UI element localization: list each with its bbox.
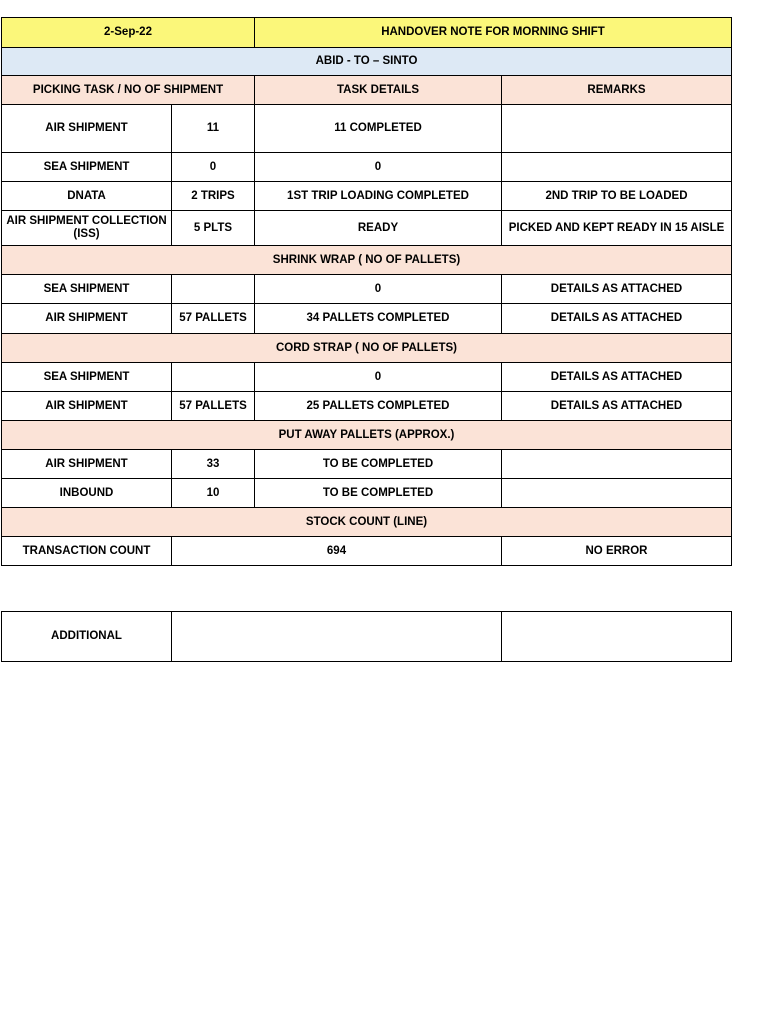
task-cell: SEA SHIPMENT (2, 363, 172, 392)
details-cell: 0 (255, 363, 502, 392)
count-value: 694 (172, 537, 502, 566)
remarks-cell: PICKED AND KEPT READY IN 15 AISLE (502, 211, 732, 246)
route-label: ABID - TO – SINTO (2, 48, 732, 76)
remarks-cell: DETAILS AS ATTACHED (502, 304, 732, 334)
section-header-row (2, 421, 732, 450)
task-cell: TRANSACTION COUNT (2, 537, 172, 566)
section-header-row (2, 246, 732, 275)
table-row (2, 392, 732, 421)
date-cell: 2-Sep-22 (2, 18, 255, 48)
qty-cell: 57 PALLETS (172, 304, 255, 334)
additional-value (172, 612, 502, 662)
qty-cell: 57 PALLETS (172, 392, 255, 421)
task-cell: AIR SHIPMENT (2, 392, 172, 421)
column-header-row (2, 76, 732, 105)
qty-cell: 0 (172, 153, 255, 182)
table-row (2, 105, 732, 153)
task-cell: DNATA (2, 182, 172, 211)
details-cell: TO BE COMPLETED (255, 450, 502, 479)
remarks-cell: NO ERROR (502, 537, 732, 566)
details-cell: 11 COMPLETED (255, 105, 502, 153)
task-cell: AIR SHIPMENT COLLECTION (ISS) (2, 211, 172, 246)
qty-cell: 2 TRIPS (172, 182, 255, 211)
table-row (2, 537, 732, 566)
section-header-row (2, 334, 732, 363)
table-row (2, 182, 732, 211)
task-cell: SEA SHIPMENT (2, 153, 172, 182)
section-title-shrink-wrap: SHRINK WRAP ( NO OF PALLETS) (2, 246, 732, 275)
additional-label: ADDITIONAL (2, 612, 172, 662)
route-row (2, 48, 732, 76)
remarks-cell (502, 153, 732, 182)
handover-table (1, 17, 732, 566)
table-row (2, 304, 732, 334)
qty-cell: 10 (172, 479, 255, 508)
qty-cell (172, 275, 255, 304)
task-cell: INBOUND (2, 479, 172, 508)
details-cell: 0 (255, 153, 502, 182)
details-cell: TO BE COMPLETED (255, 479, 502, 508)
details-cell: 0 (255, 275, 502, 304)
remarks-cell: DETAILS AS ATTACHED (502, 275, 732, 304)
remarks-cell (502, 450, 732, 479)
details-cell: READY (255, 211, 502, 246)
task-cell: AIR SHIPMENT (2, 105, 172, 153)
details-cell: 25 PALLETS COMPLETED (255, 392, 502, 421)
qty-cell (172, 363, 255, 392)
column-header-details: TASK DETAILS (255, 76, 502, 105)
column-header-remarks: REMARKS (502, 76, 732, 105)
table-row (2, 479, 732, 508)
document-title: HANDOVER NOTE FOR MORNING SHIFT (255, 18, 732, 48)
table-row (2, 275, 732, 304)
section-header-row (2, 508, 732, 537)
remarks-cell: DETAILS AS ATTACHED (502, 363, 732, 392)
table-row (2, 153, 732, 182)
table-row (2, 211, 732, 246)
task-cell: AIR SHIPMENT (2, 304, 172, 334)
qty-cell: 5 PLTS (172, 211, 255, 246)
task-cell: AIR SHIPMENT (2, 450, 172, 479)
details-cell: 34 PALLETS COMPLETED (255, 304, 502, 334)
column-header-task: PICKING TASK / NO OF SHIPMENT (2, 76, 255, 105)
task-cell: SEA SHIPMENT (2, 275, 172, 304)
section-title-stock-count: STOCK COUNT (LINE) (2, 508, 732, 537)
details-cell: 1ST TRIP LOADING COMPLETED (255, 182, 502, 211)
table-row (2, 363, 732, 392)
section-title-put-away: PUT AWAY PALLETS (APPROX.) (2, 421, 732, 450)
remarks-cell (502, 479, 732, 508)
additional-table (1, 611, 732, 662)
section-title-cord-strap: CORD STRAP ( NO OF PALLETS) (2, 334, 732, 363)
qty-cell: 11 (172, 105, 255, 153)
remarks-cell (502, 105, 732, 153)
title-row (2, 18, 732, 48)
qty-cell: 33 (172, 450, 255, 479)
table-row (2, 612, 732, 662)
table-row (2, 450, 732, 479)
additional-remarks (502, 612, 732, 662)
remarks-cell: DETAILS AS ATTACHED (502, 392, 732, 421)
remarks-cell: 2ND TRIP TO BE LOADED (502, 182, 732, 211)
